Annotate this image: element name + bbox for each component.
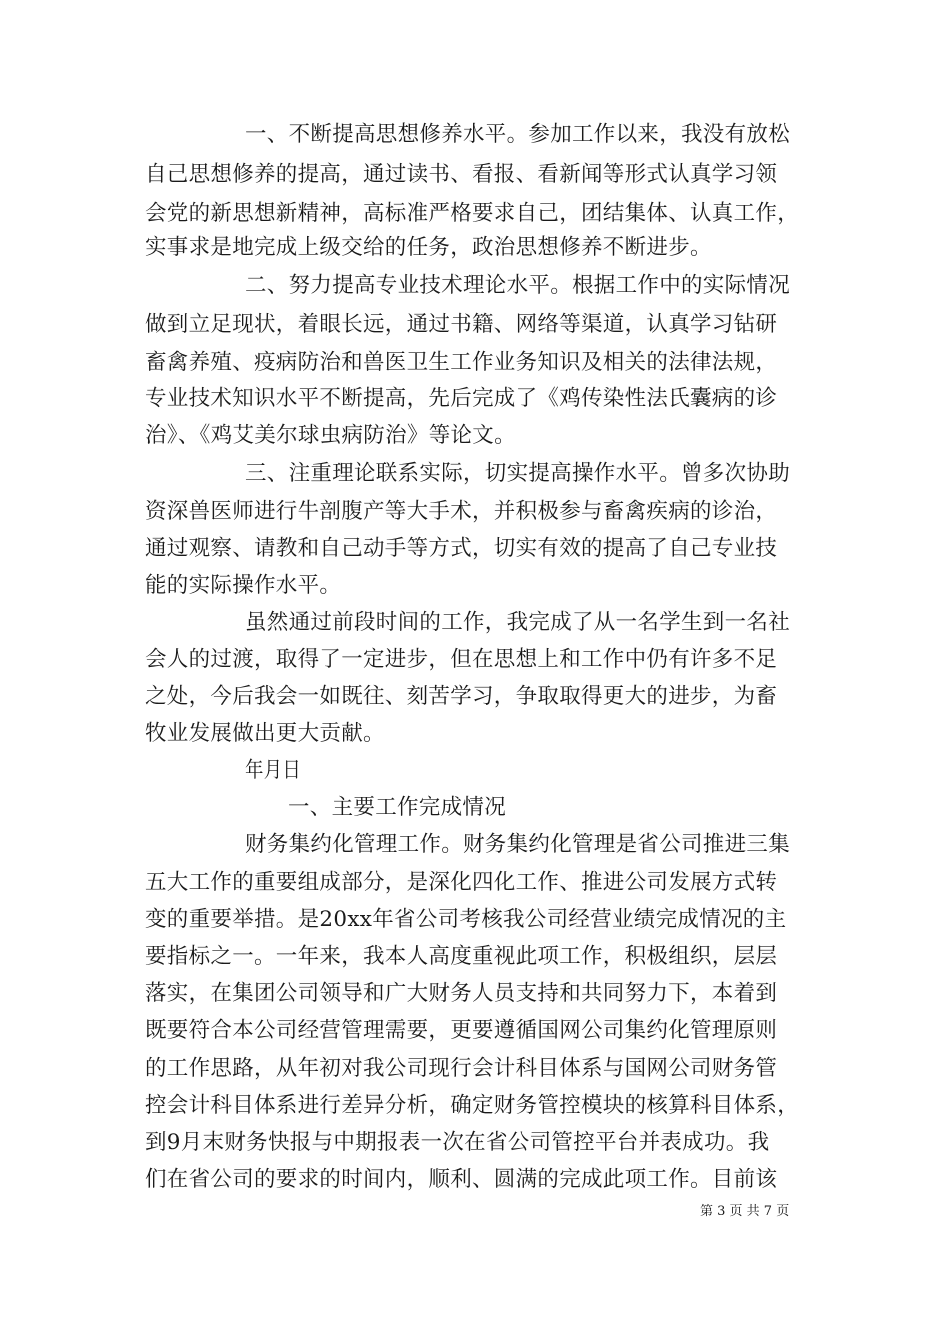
paragraph-5-line-2: 五大工作的重要组成部分，是深化四化工作、推进公司发展方式转 (145, 870, 778, 895)
paragraph-2-line-2: 做到立足现状，着眼长远，通过书籍、网络等渠道，认真学习钻研 (145, 312, 778, 337)
paragraph-5-line-6: 既要符合本公司经营管理需要，更要遵循国网公司集约化管理原则 (145, 1018, 778, 1043)
paragraph-3-line-1: 三、注重理论联系实际，切实提高操作水平。曾多次协助 (245, 461, 791, 486)
paragraph-5-line-3: 变的重要举措。是20xx年省公司考核我公司经营业绩完成情况的主 (145, 907, 787, 932)
paragraph-3-line-2: 资深兽医师进行牛剖腹产等大手术，并积极参与畜禽疾病的诊治， (145, 499, 778, 524)
paragraph-2-line-1: 二、努力提高专业技术理论水平。根据工作中的实际情况 (245, 273, 791, 298)
paragraph-2-line-5: 治》、《鸡艾美尔球虫病防治》等论文。 (145, 423, 516, 448)
paragraph-5-line-8: 控会计科目体系进行差异分析，确定财务管控模块的核算科目体系， (145, 1093, 800, 1118)
paragraph-4-line-4: 牧业发展做出更大贡献。 (145, 721, 385, 746)
paragraph-4-line-1: 虽然通过前段时间的工作，我完成了从一名学生到一名社 (245, 610, 791, 635)
paragraph-1-line-3: 会党的新思想新精神，高标准严格要求自己，团结集体、认真工作， (145, 201, 800, 226)
paragraph-1-line-4: 实事求是地完成上级交给的任务，政治思想修养不断进步。 (145, 235, 712, 260)
paragraph-2-line-3: 畜禽养殖、疫病防治和兽医卫生工作业务知识及相关的法律法规， (145, 350, 778, 375)
section-heading: 一、主要工作完成情况 (288, 795, 507, 820)
paragraph-5-line-5: 落实，在集团公司领导和广大财务人员支持和共同努力下，本着到 (145, 981, 778, 1006)
paragraph-2-line-4: 专业技术知识水平不断提高，先后完成了《鸡传染性法氏囊病的诊 (145, 386, 778, 411)
paragraph-4-line-3: 之处，今后我会一如既往、刻苦学习，争取取得更大的进步，为畜 (145, 684, 778, 709)
paragraph-3-line-3: 通过观察、请教和自己动手等方式，切实有效的提高了自己专业技 (145, 536, 778, 561)
paragraph-1-line-2: 自己思想修养的提高，通过读书、看报、看新闻等形式认真学习领 (145, 162, 778, 187)
date-line: 年月日 (245, 758, 302, 783)
paragraph-5-line-10: 们在省公司的要求的时间内，顺利、圆满的完成此项工作。目前该 (145, 1167, 778, 1192)
paragraph-4-line-2: 会人的过渡，取得了一定进步，但在思想上和工作中仍有许多不足 (145, 647, 778, 672)
paragraph-5-line-9: 到9月末财务快报与中期报表一次在省公司管控平台并表成功。我 (145, 1130, 770, 1155)
paragraph-5-line-7: 的工作思路，从年初对我公司现行会计科目体系与国网公司财务管 (145, 1056, 778, 1081)
paragraph-1-line-1: 一、不断提高思想修养水平。参加工作以来，我没有放松 (245, 122, 791, 147)
page-number-footer: 第 3 页 共 7 页 (700, 1204, 790, 1219)
paragraph-5-line-4: 要指标之一。一年来，我本人高度重视此项工作，积极组织，层层 (145, 944, 778, 969)
paragraph-3-line-4: 能的实际操作水平。 (145, 573, 342, 598)
paragraph-5-line-1: 财务集约化管理工作。财务集约化管理是省公司推进三集 (245, 832, 791, 857)
